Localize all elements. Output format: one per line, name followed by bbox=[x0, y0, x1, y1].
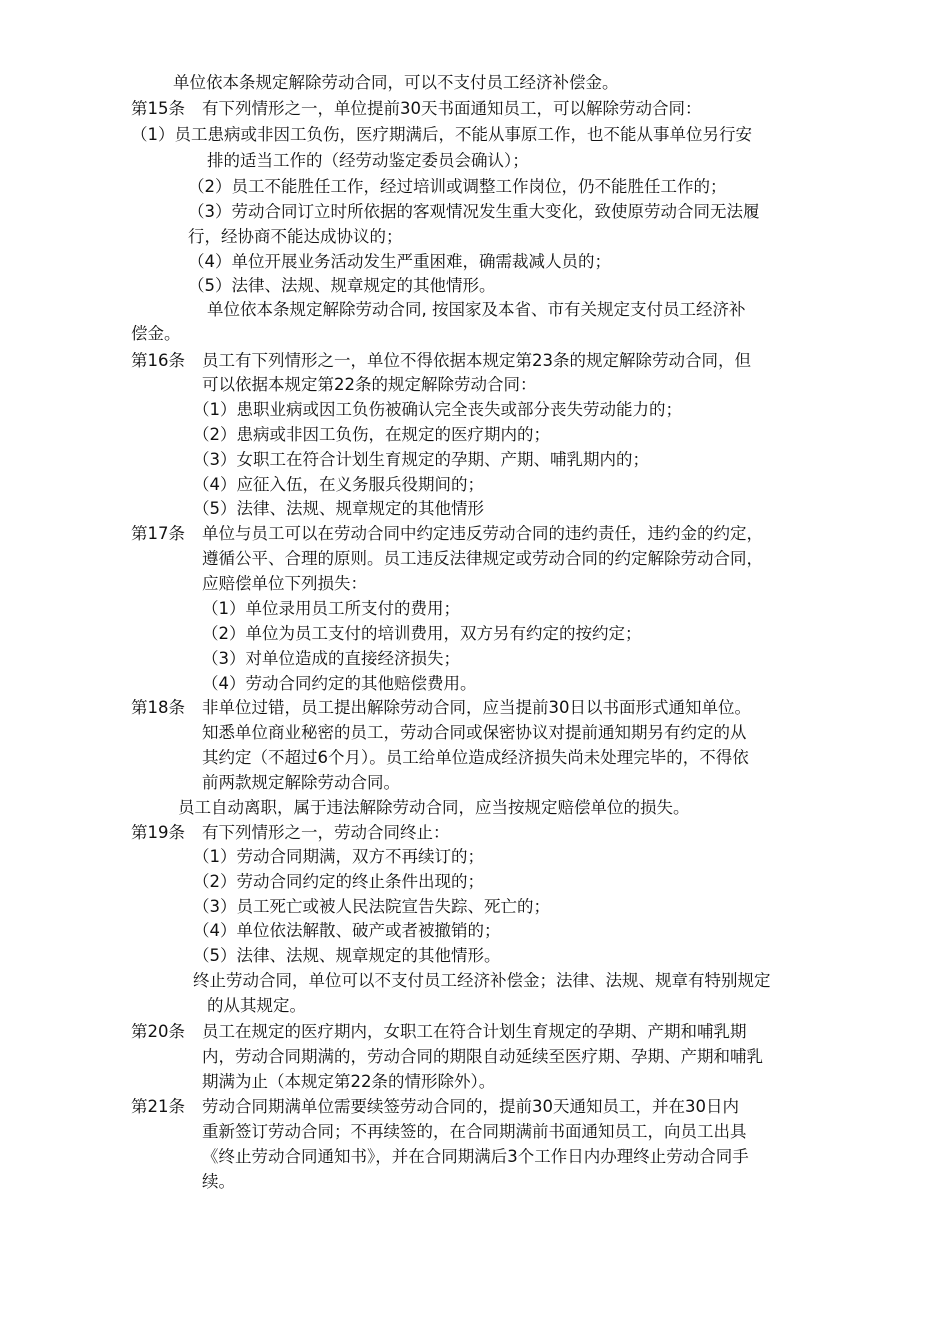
list-item: （4）单位开展业务活动发生严重困难，确需裁减人员的； bbox=[188, 252, 611, 271]
list-item: （2）单位为员工支付的培训费用，双方另有约定的按约定； bbox=[202, 624, 642, 643]
paragraph-line: 偿金。 bbox=[131, 324, 181, 343]
list-item: （1）单位录用员工所支付的费用； bbox=[202, 599, 460, 618]
list-item: （4）应征入伍，在义务服兵役期间的； bbox=[193, 475, 484, 494]
paragraph-line: 有下列情形之一，劳动合同终止： bbox=[202, 823, 450, 842]
list-item: （3）女职工在符合计划生育规定的孕期、产期、哺乳期内的； bbox=[193, 450, 649, 469]
paragraph-line: 重新签订劳动合同；不再续签的，在合同期满前书面通知员工，向员工出具 bbox=[202, 1122, 747, 1141]
article-number: 第19条 bbox=[131, 823, 185, 842]
list-item: （3）对单位造成的直接经济损失； bbox=[202, 649, 460, 668]
article-number: 第15条 bbox=[131, 99, 185, 118]
list-item: （2）员工不能胜任工作，经过培训或调整工作岗位，仍不能胜任工作的； bbox=[188, 177, 727, 196]
paragraph-line: 单位依本条规定解除劳动合同，可以不支付员工经济补偿金。 bbox=[173, 73, 619, 92]
list-item: （4）劳动合同约定的其他赔偿费用。 bbox=[202, 674, 477, 693]
list-item: （2）患病或非因工负伤，在规定的医疗期内的； bbox=[193, 425, 550, 444]
article-number: 第21条 bbox=[131, 1097, 185, 1116]
article-number: 第20条 bbox=[131, 1022, 185, 1041]
paragraph-line: 续。 bbox=[202, 1172, 235, 1191]
paragraph-line: 行，经协商不能达成协议的； bbox=[188, 227, 403, 246]
list-item: （3）员工死亡或被人民法院宣告失踪、死亡的； bbox=[193, 897, 550, 916]
paragraph-line: 单位依本条规定解除劳动合同, 按国家及本省、市有关规定支付员工经济补 bbox=[207, 300, 746, 319]
paragraph-line: 可以依据本规定第22条的规定解除劳动合同： bbox=[202, 375, 537, 394]
list-item: （1）劳动合同期满，双方不再续订的； bbox=[193, 847, 484, 866]
paragraph-line: 遵循公平、合理的原则。员工违反法律规定或劳动合同的约定解除劳动合同， bbox=[202, 549, 763, 568]
paragraph-line: 应赔偿单位下列损失： bbox=[202, 574, 367, 593]
paragraph-line: 员工在规定的医疗期内，女职工在符合计划生育规定的孕期、产期和哺乳期 bbox=[202, 1022, 747, 1041]
paragraph-line: 期满为止（本规定第22条的情形除外）。 bbox=[202, 1072, 496, 1091]
paragraph-line: 劳动合同期满单位需要续签劳动合同的，提前30天通知员工，并在30日内 bbox=[202, 1097, 739, 1116]
list-item: （5）法律、法规、规章规定的其他情形。 bbox=[188, 276, 496, 295]
list-item: （5）法律、法规、规章规定的其他情形 bbox=[193, 499, 484, 518]
list-item: （3）劳动合同订立时所依据的客观情况发生重大变化，致使原劳动合同无法履 bbox=[188, 202, 760, 221]
paragraph-line: 员工有下列情形之一，单位不得依据本规定第23条的规定解除劳动合同，但 bbox=[202, 351, 751, 370]
paragraph-line: 员工自动离职，属于违法解除劳动合同，应当按规定赔偿单位的损失。 bbox=[178, 798, 690, 817]
list-item: （1）员工患病或非因工负伤，医疗期满后，不能从事原工作，也不能从事单位另行安 bbox=[131, 125, 752, 144]
paragraph-line: 其约定（不超过6个月）。员工给单位造成经济损失尚未处理完毕的，不得依 bbox=[202, 748, 749, 767]
paragraph-line: 终止劳动合同，单位可以不支付员工经济补偿金；法律、法规、规章有特别规定 bbox=[193, 971, 771, 990]
article-number: 第18条 bbox=[131, 698, 185, 717]
article-number: 第16条 bbox=[131, 351, 185, 370]
list-item: （1）患职业病或因工负伤被确认完全丧失或部分丧失劳动能力的； bbox=[193, 400, 682, 419]
paragraph-line: 单位与员工可以在劳动合同中约定违反劳动合同的违约责任，违约金的约定， bbox=[202, 524, 763, 543]
paragraph-line: 非单位过错，员工提出解除劳动合同，应当提前30日以书面形式通知单位。 bbox=[202, 698, 751, 717]
list-item: （2）劳动合同约定的终止条件出现的； bbox=[193, 872, 484, 891]
paragraph-line: 知悉单位商业秘密的员工，劳动合同或保密协议对提前通知期另有约定的从 bbox=[202, 723, 747, 742]
paragraph-line: 排的适当工作的（经劳动鉴定委员会确认）； bbox=[207, 151, 529, 170]
paragraph-line: 有下列情形之一，单位提前30天书面通知员工，可以解除劳动合同： bbox=[202, 99, 702, 118]
list-item: （5）法律、法规、规章规定的其他情形。 bbox=[193, 946, 501, 965]
paragraph-line: 《终止劳动合同通知书》，并在合同期满后3个工作日内办理终止劳动合同手 bbox=[202, 1147, 749, 1166]
paragraph-line: 的从其规定。 bbox=[207, 996, 306, 1015]
paragraph-line: 内，劳动合同期满的，劳动合同的期限自动延续至医疗期、孕期、产期和哺乳 bbox=[202, 1047, 763, 1066]
article-number: 第17条 bbox=[131, 524, 185, 543]
list-item: （4）单位依法解散、破产或者被撤销的； bbox=[193, 921, 501, 940]
paragraph-line: 前两款规定解除劳动合同。 bbox=[202, 773, 400, 792]
